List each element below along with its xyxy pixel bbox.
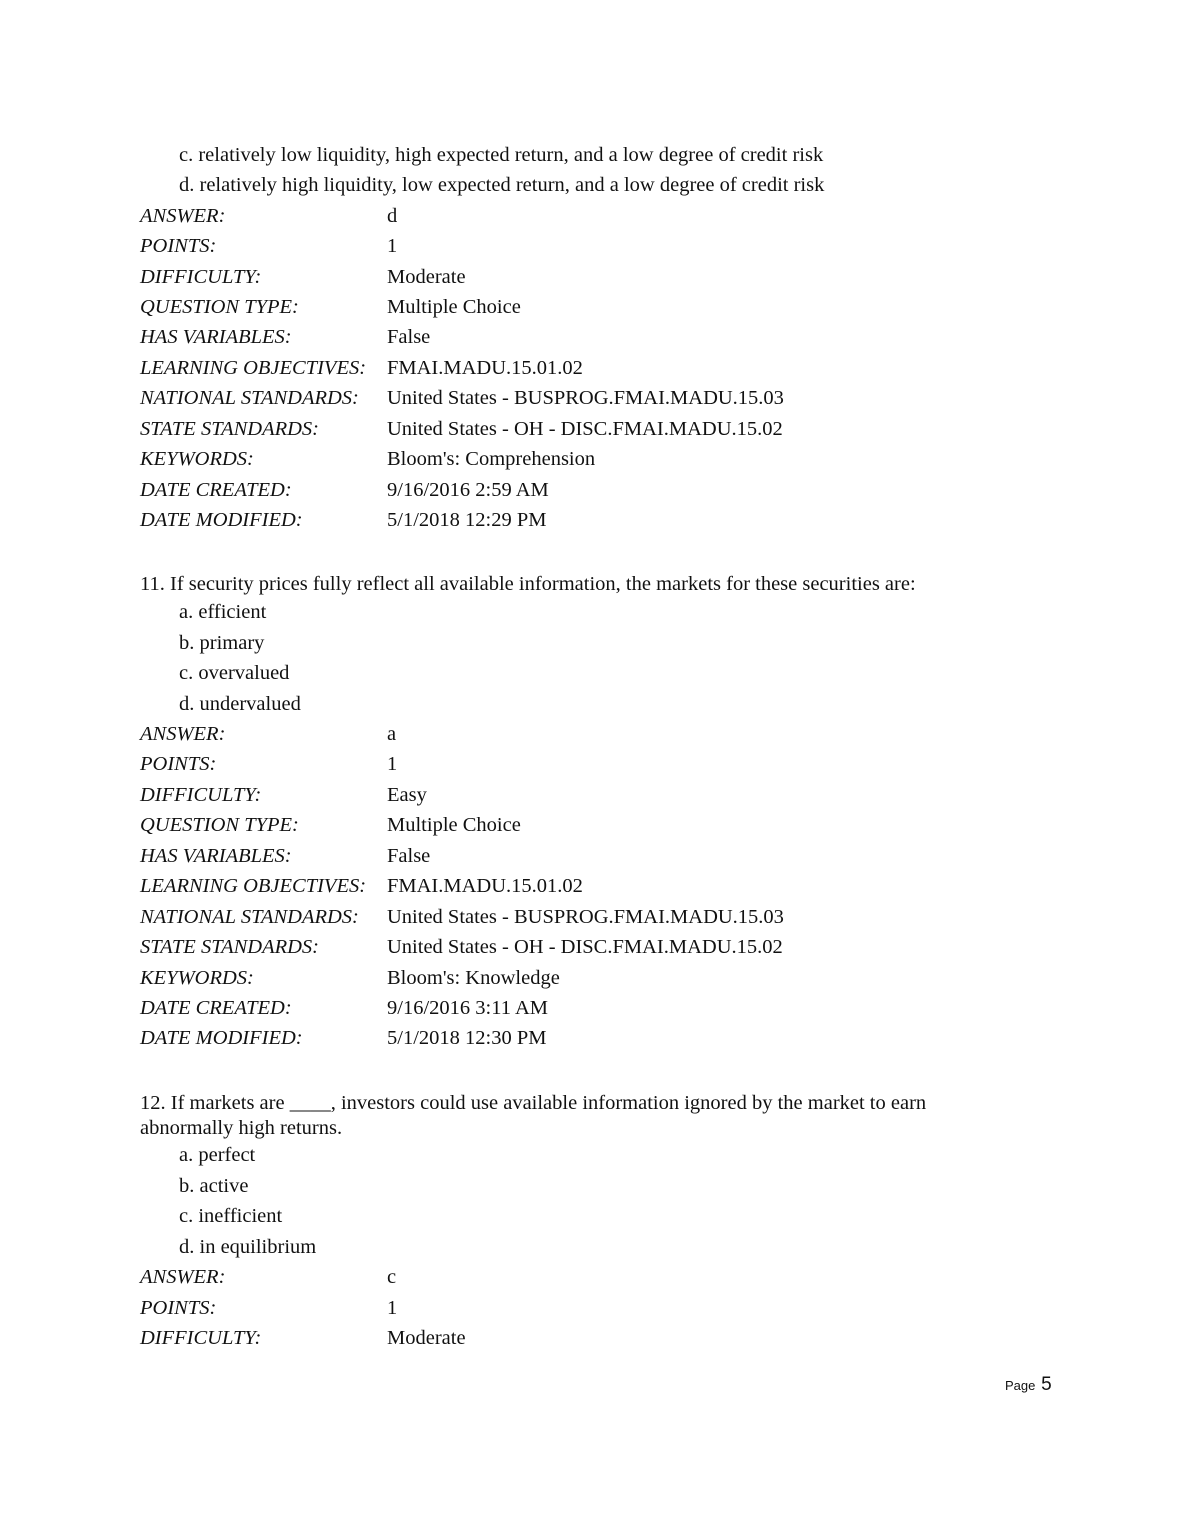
q11-state-standards-value: United States - OH - DISC.FMAI.MADU.15.02	[387, 936, 783, 958]
q10-points-label: POINTS:	[140, 235, 217, 257]
q12-option-c: c. inefficient	[179, 1205, 283, 1227]
q11-date-modified-value: 5/1/2018 12:30 PM	[387, 1027, 547, 1049]
q10-option-c: c. relatively low liquidity, high expected return, and a low degree of credit risk	[179, 144, 824, 166]
page-number: 5	[1041, 1374, 1052, 1395]
q10-option-d: d. relatively high liquidity, low expected return, and a low degree of credit risk	[179, 174, 825, 196]
q10-date-modified-value: 5/1/2018 12:29 PM	[387, 509, 547, 531]
q10-date-modified-label: DATE MODIFIED:	[140, 509, 303, 531]
q12-stem: 12. If markets are ____, investors could use available information ignored by the market to earn abnormally high returns.	[140, 1092, 927, 1139]
q11-answer-value: a	[387, 723, 397, 745]
q12-option-a: a. perfect	[179, 1144, 256, 1166]
q11-date-created-label: DATE CREATED:	[140, 997, 292, 1019]
q10-national-standards-value: United States - BUSPROG.FMAI.MADU.15.03	[387, 387, 784, 409]
q10-national-standards-label: NATIONAL STANDARDS:	[140, 387, 359, 409]
q11-points-label: POINTS:	[140, 753, 217, 775]
q10-keywords-label: KEYWORDS:	[140, 448, 254, 470]
q11-option-b: b. primary	[179, 632, 265, 654]
q11-question-type-label: QUESTION TYPE:	[140, 814, 299, 836]
q11-national-standards-value: United States - BUSPROG.FMAI.MADU.15.03	[387, 906, 784, 928]
q10-has-variables-value: False	[387, 326, 431, 348]
q11-option-a: a. efficient	[179, 601, 267, 623]
q11-difficulty-value: Easy	[387, 784, 427, 806]
q10-learning-objectives-label: LEARNING OBJECTIVES:	[140, 357, 367, 379]
page-label: Page	[1005, 1378, 1036, 1393]
q11-learning-objectives-label: LEARNING OBJECTIVES:	[140, 875, 367, 897]
q11-keywords-value: Bloom's: Knowledge	[387, 967, 560, 989]
q10-date-created-label: DATE CREATED:	[140, 479, 292, 501]
q10-question-type-value: Multiple Choice	[387, 296, 521, 318]
q10-has-variables-label: HAS VARIABLES:	[140, 326, 292, 348]
q10-answer-value: d	[387, 205, 398, 227]
q11-option-c: c. overvalued	[179, 662, 290, 684]
q11-has-variables-label: HAS VARIABLES:	[140, 845, 292, 867]
q11-difficulty-label: DIFFICULTY:	[140, 784, 262, 806]
q11-stem: 11. If security prices fully reflect all available information, the markets for these securities are:	[140, 573, 916, 595]
q10-difficulty-value: Moderate	[387, 266, 466, 288]
q11-question-type-value: Multiple Choice	[387, 814, 521, 836]
page-footer	[1005, 1372, 1052, 1396]
q12-points-value: 1	[387, 1297, 398, 1319]
q10-points-value: 1	[387, 235, 398, 257]
q12-answer-label: ANSWER:	[140, 1266, 226, 1288]
q10-learning-objectives-value: FMAI.MADU.15.01.02	[387, 357, 583, 379]
q11-points-value: 1	[387, 753, 398, 775]
q12-option-b: b. active	[179, 1175, 249, 1197]
q10-state-standards-label: STATE STANDARDS:	[140, 418, 319, 440]
q11-state-standards-label: STATE STANDARDS:	[140, 936, 319, 958]
q12-answer-value: c	[387, 1266, 397, 1288]
q12-points-label: POINTS:	[140, 1297, 217, 1319]
q11-has-variables-value: False	[387, 845, 431, 867]
q11-keywords-label: KEYWORDS:	[140, 967, 254, 989]
q11-date-modified-label: DATE MODIFIED:	[140, 1027, 303, 1049]
q10-keywords-value: Bloom's: Comprehension	[387, 448, 596, 470]
q10-date-created-value: 9/16/2016 2:59 AM	[387, 479, 549, 501]
q11-date-created-value: 9/16/2016 3:11 AM	[387, 997, 548, 1019]
q11-learning-objectives-value: FMAI.MADU.15.01.02	[387, 875, 583, 897]
q10-state-standards-value: United States - OH - DISC.FMAI.MADU.15.02	[387, 418, 783, 440]
q11-national-standards-label: NATIONAL STANDARDS:	[140, 906, 359, 928]
q12-option-d: d. in equilibrium	[179, 1236, 317, 1258]
q11-answer-label: ANSWER:	[140, 723, 226, 745]
q11-option-d: d. undervalued	[179, 693, 301, 715]
q12-difficulty-value: Moderate	[387, 1327, 466, 1349]
q10-question-type-label: QUESTION TYPE:	[140, 296, 299, 318]
q10-answer-label: ANSWER:	[140, 205, 226, 227]
q12-difficulty-label: DIFFICULTY:	[140, 1327, 262, 1349]
q10-difficulty-label: DIFFICULTY:	[140, 266, 262, 288]
